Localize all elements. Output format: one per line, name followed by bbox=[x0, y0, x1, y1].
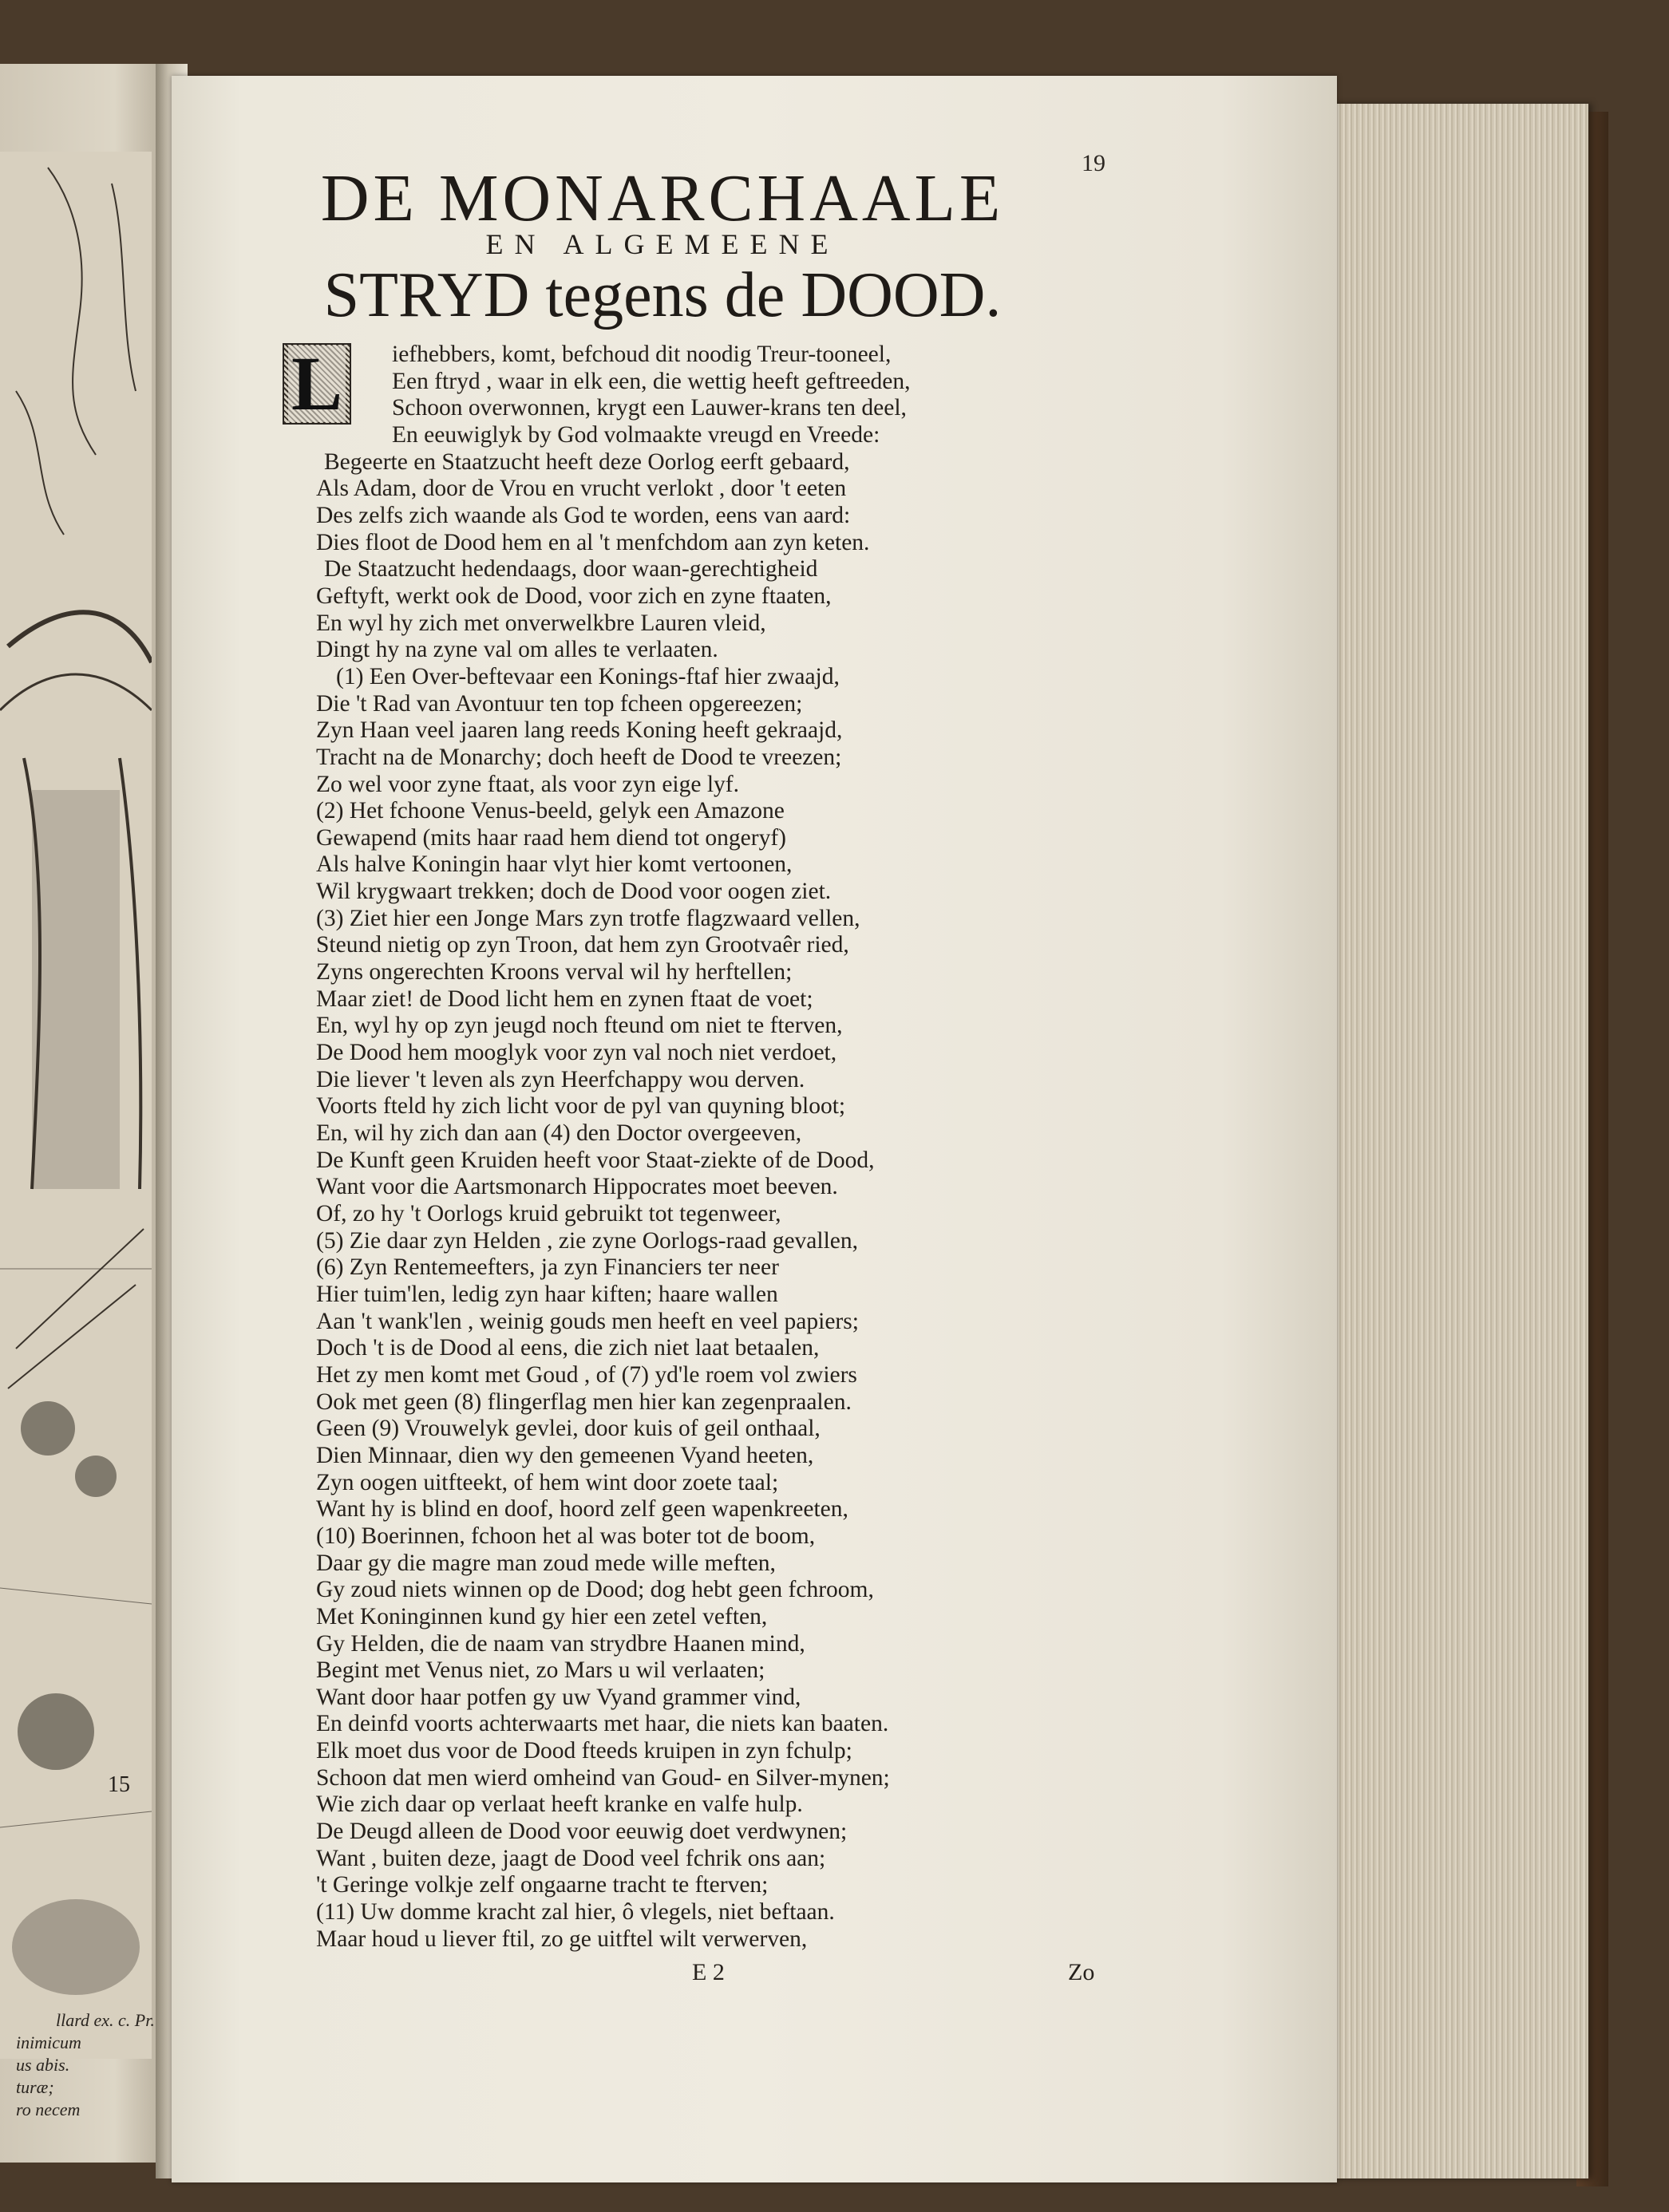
poem-line: Schoon dat men wierd omheind van Goud- en Silver-mynen; bbox=[316, 1764, 890, 1791]
poem-line: En eeuwiglyk by God volmaakte vreugd en Vreede: bbox=[392, 421, 880, 448]
engraving-caption-line: llard ex. c. Pr. bbox=[56, 2010, 155, 2030]
engraving-caption-line: us abis. bbox=[16, 2055, 70, 2075]
poem-line: Aan 't wank'len , weinig gouds men heeft en veel papiers; bbox=[316, 1308, 859, 1334]
poem-line: Of, zo hy 't Oorlogs kruid gebruikt tot tegenweer, bbox=[316, 1201, 781, 1226]
engraving-caption-line: ro necem bbox=[16, 2099, 81, 2119]
poem-line: iefhebbers, komt, befchoud dit noodig Treur-tooneel, bbox=[392, 342, 892, 367]
poem-line: Daar gy die magre man zoud mede wille meften, bbox=[316, 1550, 776, 1576]
poem-line: (11) Uw domme kracht zal hier, ô vlegels, niet beftaan. bbox=[316, 1899, 835, 1926]
poem-line: 't Geringe volkje zelf ongaarne tracht te fterven; bbox=[316, 1872, 769, 1898]
poem-line: Want hy is blind en doof, hoord zelf geen wapenkreeten, bbox=[316, 1496, 848, 1523]
signature-mark: E 2 bbox=[692, 1959, 725, 1985]
engraving-caption-line: turæ; bbox=[16, 2077, 54, 2097]
engraving-caption-line: inimicum bbox=[16, 2032, 81, 2052]
poem-line: Begeerte en Staatzucht heeft deze Oorlog eerft gebaard, bbox=[324, 448, 850, 475]
poem-line: Gy zoud niets winnen op de Dood; dog hebt geen fchroom, bbox=[316, 1577, 874, 1603]
poem-line: Met Koninginnen kund gy hier een zetel veften, bbox=[316, 1603, 768, 1629]
poem-line: Steund nietig op zyn Troon, dat hem zyn Grootvaêr ried, bbox=[316, 932, 849, 958]
poem-line: Als halve Koningin haar vlyt hier komt vertoonen, bbox=[316, 851, 793, 878]
title-line-2: EN ALGEMEENE bbox=[485, 228, 840, 260]
poem-line: Zyn oogen uitfteekt, of hem wint door zoete taal; bbox=[316, 1469, 779, 1495]
left-page bbox=[0, 64, 164, 2163]
drop-cap-letter: L bbox=[288, 346, 346, 422]
poem-line: Zyn Haan veel jaaren lang reeds Koning heeft gekraajd, bbox=[316, 717, 843, 744]
poem-line: Geftyft, werkt ook de Dood, voor zich en zyne ftaaten, bbox=[316, 583, 832, 609]
poem-line: Hier tuim'len, ledig zyn haar kiften; haare wallen bbox=[316, 1281, 778, 1307]
catchword: Zo bbox=[1068, 1959, 1095, 1985]
poem-line: De Staatzucht hedendaags, door waan-gerechtigheid bbox=[324, 556, 818, 583]
poem-line: Het zy men komt met Goud , of (7) yd'le roem vol zwiers bbox=[316, 1361, 857, 1388]
poem-body bbox=[316, 342, 1018, 1953]
title-line-3: STRYD tegens de DOOD. bbox=[323, 260, 1002, 330]
poem-line: Gewapend (mits haar raad hem diend tot ongeryf) bbox=[316, 824, 786, 851]
poem-line: Dingt hy na zyne val om alles te verlaaten. bbox=[316, 637, 718, 663]
poem-line: De Dood hem mooglyk voor zyn val noch niet verdoet, bbox=[316, 1040, 837, 1066]
poem-line: (2) Het fchoone Venus-beeld, gelyk een Amazone bbox=[316, 798, 785, 824]
poem-line: De Deugd alleen de Dood voor eeuwig doet verdwynen; bbox=[316, 1819, 848, 1845]
poem-line: Doch 't is de Dood al eens, die zich niet laat betaalen, bbox=[316, 1335, 820, 1361]
poem-line: Maar ziet! de Dood licht hem en zynen ftaat de voet; bbox=[316, 986, 813, 1012]
poem-line: Die 't Rad van Avontuur ten top fcheen opgereezen; bbox=[316, 690, 803, 717]
poem-line: Een ftryd , waar in elk een, die wettig heeft geftreeden, bbox=[392, 368, 911, 394]
poem-line: Want door haar potfen gy uw Vyand grammer vind, bbox=[316, 1684, 801, 1710]
poem-line: Des zelfs zich waande als God te worden, eens van aard: bbox=[316, 502, 851, 528]
poem-line: En, wil hy zich dan aan (4) den Doctor overgeeven, bbox=[316, 1120, 802, 1147]
poem-line: Wie zich daar op verlaat heeft kranke en valfe hulp. bbox=[316, 1791, 803, 1818]
poem-line: (1) Een Over-beftevaar een Konings-ftaf hier zwaajd, bbox=[336, 663, 840, 689]
poem-line: Maar houd u liever ftil, zo ge uitftel wilt verwerven, bbox=[316, 1926, 808, 1952]
poem-line: En, wyl hy op zyn jeugd noch fteund om niet te fterven, bbox=[316, 1013, 843, 1039]
poem-line: Wil krygwaart trekken; doch de Dood voor oogen ziet. bbox=[316, 879, 832, 905]
poem-line: (3) Ziet hier een Jonge Mars zyn trotfe flagzwaard vellen, bbox=[316, 905, 860, 931]
poem-line: (10) Boerinnen, fchoon het al was boter tot de boom, bbox=[316, 1523, 816, 1549]
poem-line: Geen (9) Vrouwelyk gevlei, door kuis of geil onthaal, bbox=[316, 1416, 821, 1442]
poem-line: Ook met geen (8) flingerflag men hier kan zegenpraalen. bbox=[316, 1388, 852, 1415]
poem-line: Begint met Venus niet, zo Mars u wil verlaaten; bbox=[316, 1657, 765, 1684]
poem-line: En wyl hy zich met onverwelkbre Lauren vleid, bbox=[316, 610, 766, 636]
poem-line: Gy Helden, die de naam van strydbre Haanen mind, bbox=[316, 1630, 805, 1657]
engraving-illustration bbox=[0, 152, 152, 2059]
page-edges bbox=[1325, 104, 1588, 2178]
poem-line: Tracht na de Monarchy; doch heeft de Dood te vreezen; bbox=[316, 744, 842, 770]
poem-line: Elk moet dus voor de Dood fteeds kruipen in zyn fchulp; bbox=[316, 1738, 852, 1764]
poem-line: Zyns ongerechten Kroons verval wil hy herftellen; bbox=[316, 959, 793, 986]
poem-line: De Kunft geen Kruiden heeft voor Staat-ziekte of de Dood, bbox=[316, 1147, 875, 1173]
engraving-caption bbox=[0, 2009, 160, 2145]
poem-line: Dien Minnaar, dien wy den gemeenen Vyand heeten, bbox=[316, 1442, 814, 1468]
poem-line: Schoon overwonnen, krygt een Lauwer-krans ten deel, bbox=[392, 395, 907, 421]
title-line-1: DE MONARCHAALE bbox=[320, 161, 1005, 235]
poem-line: Als Adam, door de Vrou en vrucht verlokt , door 't eeten bbox=[316, 476, 847, 502]
poem-line: Dies floot de Dood hem en al 't menfchdom aan zyn keten. bbox=[316, 529, 870, 555]
poem-line: Die liever 't leven als zyn Heerfchappy wou derven. bbox=[316, 1066, 805, 1092]
poem-line: En deinfd voorts achterwaarts met haar, die niets kan baaten. bbox=[316, 1711, 889, 1737]
poem-line: Voorts fteld hy zich licht voor de pyl van quyning bloot; bbox=[316, 1093, 846, 1120]
poem-line: Want , buiten deze, jaagt de Dood veel fchrik ons aan; bbox=[316, 1845, 826, 1871]
poem-line: Want voor die Aartsmonarch Hippocrates moet beeven. bbox=[316, 1174, 838, 1200]
engraving-figure-number: 15 bbox=[108, 1772, 130, 1797]
poem-line: (5) Zie daar zyn Helden , zie zyne Oorlogs-raad gevallen, bbox=[316, 1227, 859, 1254]
page-number: 19 bbox=[1082, 150, 1105, 176]
poem-line: Zo wel voor zyne ftaat, als voor zyn eige lyf. bbox=[316, 771, 739, 797]
poem-line: (6) Zyn Rentemeefters, ja zyn Financiers ter neer bbox=[316, 1254, 779, 1281]
